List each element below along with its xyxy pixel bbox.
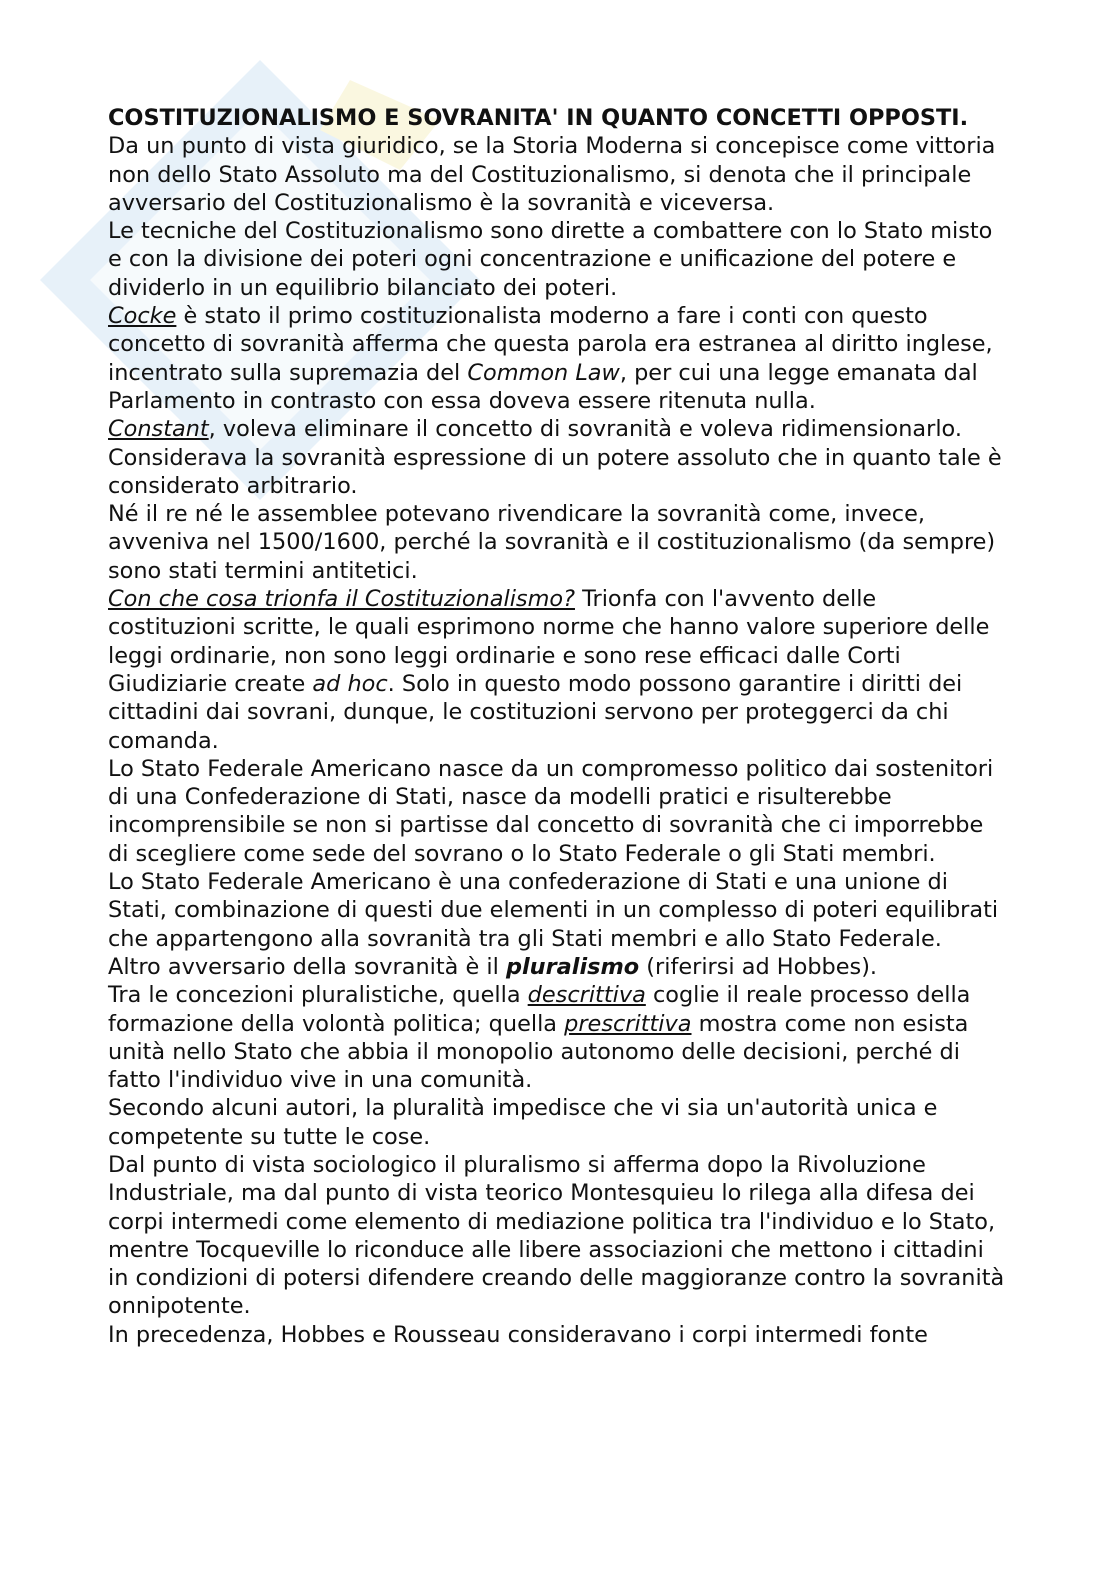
paragraph-6 bbox=[108, 585, 1008, 755]
paragraph-9-text-a: Altro avversario della sovranità è il bbox=[108, 953, 506, 980]
paragraph-11: Secondo alcuni autori, la pluralità impedisce che vi sia un'autorità unica e competente su tutte le cose. bbox=[108, 1095, 938, 1150]
document-page bbox=[108, 104, 1008, 1349]
paragraph-6-text-b: . Solo in questo modo possono garantire i diritti dei cittadini dai sovrani, dunque, le costituzioni servono per proteggerci da chi comanda. bbox=[108, 670, 963, 754]
name-constant: Constant bbox=[108, 416, 209, 443]
paragraph-13: In precedenza, Hobbes e Rousseau consideravano i corpi intermedi fonte bbox=[108, 1321, 928, 1348]
paragraph-4-text: , voleva eliminare il concetto di sovranità e voleva ridimensionarlo. Considerava la sovranità espressione di un potere assoluto che in quanto tale è considerato arbitrario. bbox=[108, 416, 1002, 499]
paragraph-1: Da un punto di vista giuridico, se la Storia Moderna si concepisce come vittoria non dello Stato Assoluto ma del Costituzionalismo, si denota che il principale avversario del Costituzionalismo è la sovranità e viceversa. bbox=[108, 133, 996, 216]
ad-hoc-term: ad hoc bbox=[312, 670, 388, 697]
paragraph-9-text-b: (riferirsi ad Hobbes). bbox=[639, 953, 878, 980]
paragraph-4 bbox=[108, 415, 1008, 500]
paragraph-3-text-b: , per cui una legge emanata dal Parlamento in contrasto con essa doveva essere ritenuta nulla. bbox=[108, 359, 978, 414]
paragraph-7: Lo Stato Federale Americano nasce da un compromesso politico dai sostenitori di una Confederazione di Stati, nasce da modelli pratici e risulterebbe incomprensibile se non si partisse dal concetto di sovranità che ci imporrebbe di scegliere come sede del sovrano o lo Stato Federale o gli Stati membri. bbox=[108, 755, 994, 867]
paragraph-9 bbox=[108, 953, 1008, 981]
prescrittiva-term: prescrittiva bbox=[564, 1010, 692, 1037]
document-title: COSTITUZIONALISMO E SOVRANITA' IN QUANTO CONCETTI OPPOSTI. bbox=[108, 105, 969, 131]
paragraph-12: Dal punto di vista sociologico il pluralismo si afferma dopo la Rivoluzione Industriale, ma dal punto di vista teorico Montesquieu lo rilega alla difesa dei corpi intermedi come elemento di mediazione politica tra l'individuo e lo Stato, mentre Tocqueville lo riconduce alle libere associazioni che mettono i cittadini in condizioni di potersi difendere creando delle maggioranze contro la sovranità onnipotente. bbox=[108, 1151, 1005, 1320]
paragraph-8: Lo Stato Federale Americano è una confederazione di Stati e una unione di Stati, combinazione di questi due elementi in un complesso di poteri equilibrati che appartengono alla sovranità tra gli Stati membri e allo Stato Federale. bbox=[108, 869, 999, 952]
paragraph-2: Le tecniche del Costituzionalismo sono dirette a combattere con lo Stato misto e con la divisione dei poteri ogni concentrazione e unificazione del potere e dividerlo in un equilibrio bilanciato dei poteri. bbox=[108, 218, 993, 301]
paragraph-3 bbox=[108, 302, 1008, 415]
pluralismo-term: pluralismo bbox=[505, 953, 640, 980]
descrittiva-term: descrittiva bbox=[527, 982, 646, 1009]
paragraph-10 bbox=[108, 981, 1008, 1094]
paragraph-5: Né il re né le assemblee potevano rivendicare la sovranità come, invece, avveniva nel 1500/1600, perché la sovranità e il costituzionalismo (da sempre) sono stati termini antitetici. bbox=[108, 501, 996, 584]
paragraph-6-text-a: Trionfa con l'avvento delle costituzioni scritte, le quali esprimono norme che hanno valore superiore delle leggi ordinarie, non sono leggi ordinarie e sono rese efficaci dalle Corti Giudiziarie create bbox=[108, 586, 990, 697]
paragraph-3-text-a: è stato il primo costituzionalista moderno a fare i conti con questo concetto di sovranità afferma che questa parola era estranea al diritto inglese, incentrato sulla supremazia del bbox=[108, 303, 993, 386]
common-law-term: Common Law bbox=[467, 359, 620, 386]
paragraph-10-text-c: mostra come non esista unità nello Stato che abbia il monopolio autonomo delle decisioni, perché di fatto l'individuo vive in una comunità. bbox=[108, 1010, 969, 1094]
paragraph-10-text-b: coglie il reale processo della formazione della volontà politica; quella bbox=[108, 982, 971, 1037]
question-heading: Con che cosa trionfa il Costituzionalismo? bbox=[108, 586, 575, 613]
name-cocke: Cocke bbox=[108, 303, 177, 330]
paragraph-10-text-a: Tra le concezioni pluralistiche, quella bbox=[108, 982, 528, 1009]
